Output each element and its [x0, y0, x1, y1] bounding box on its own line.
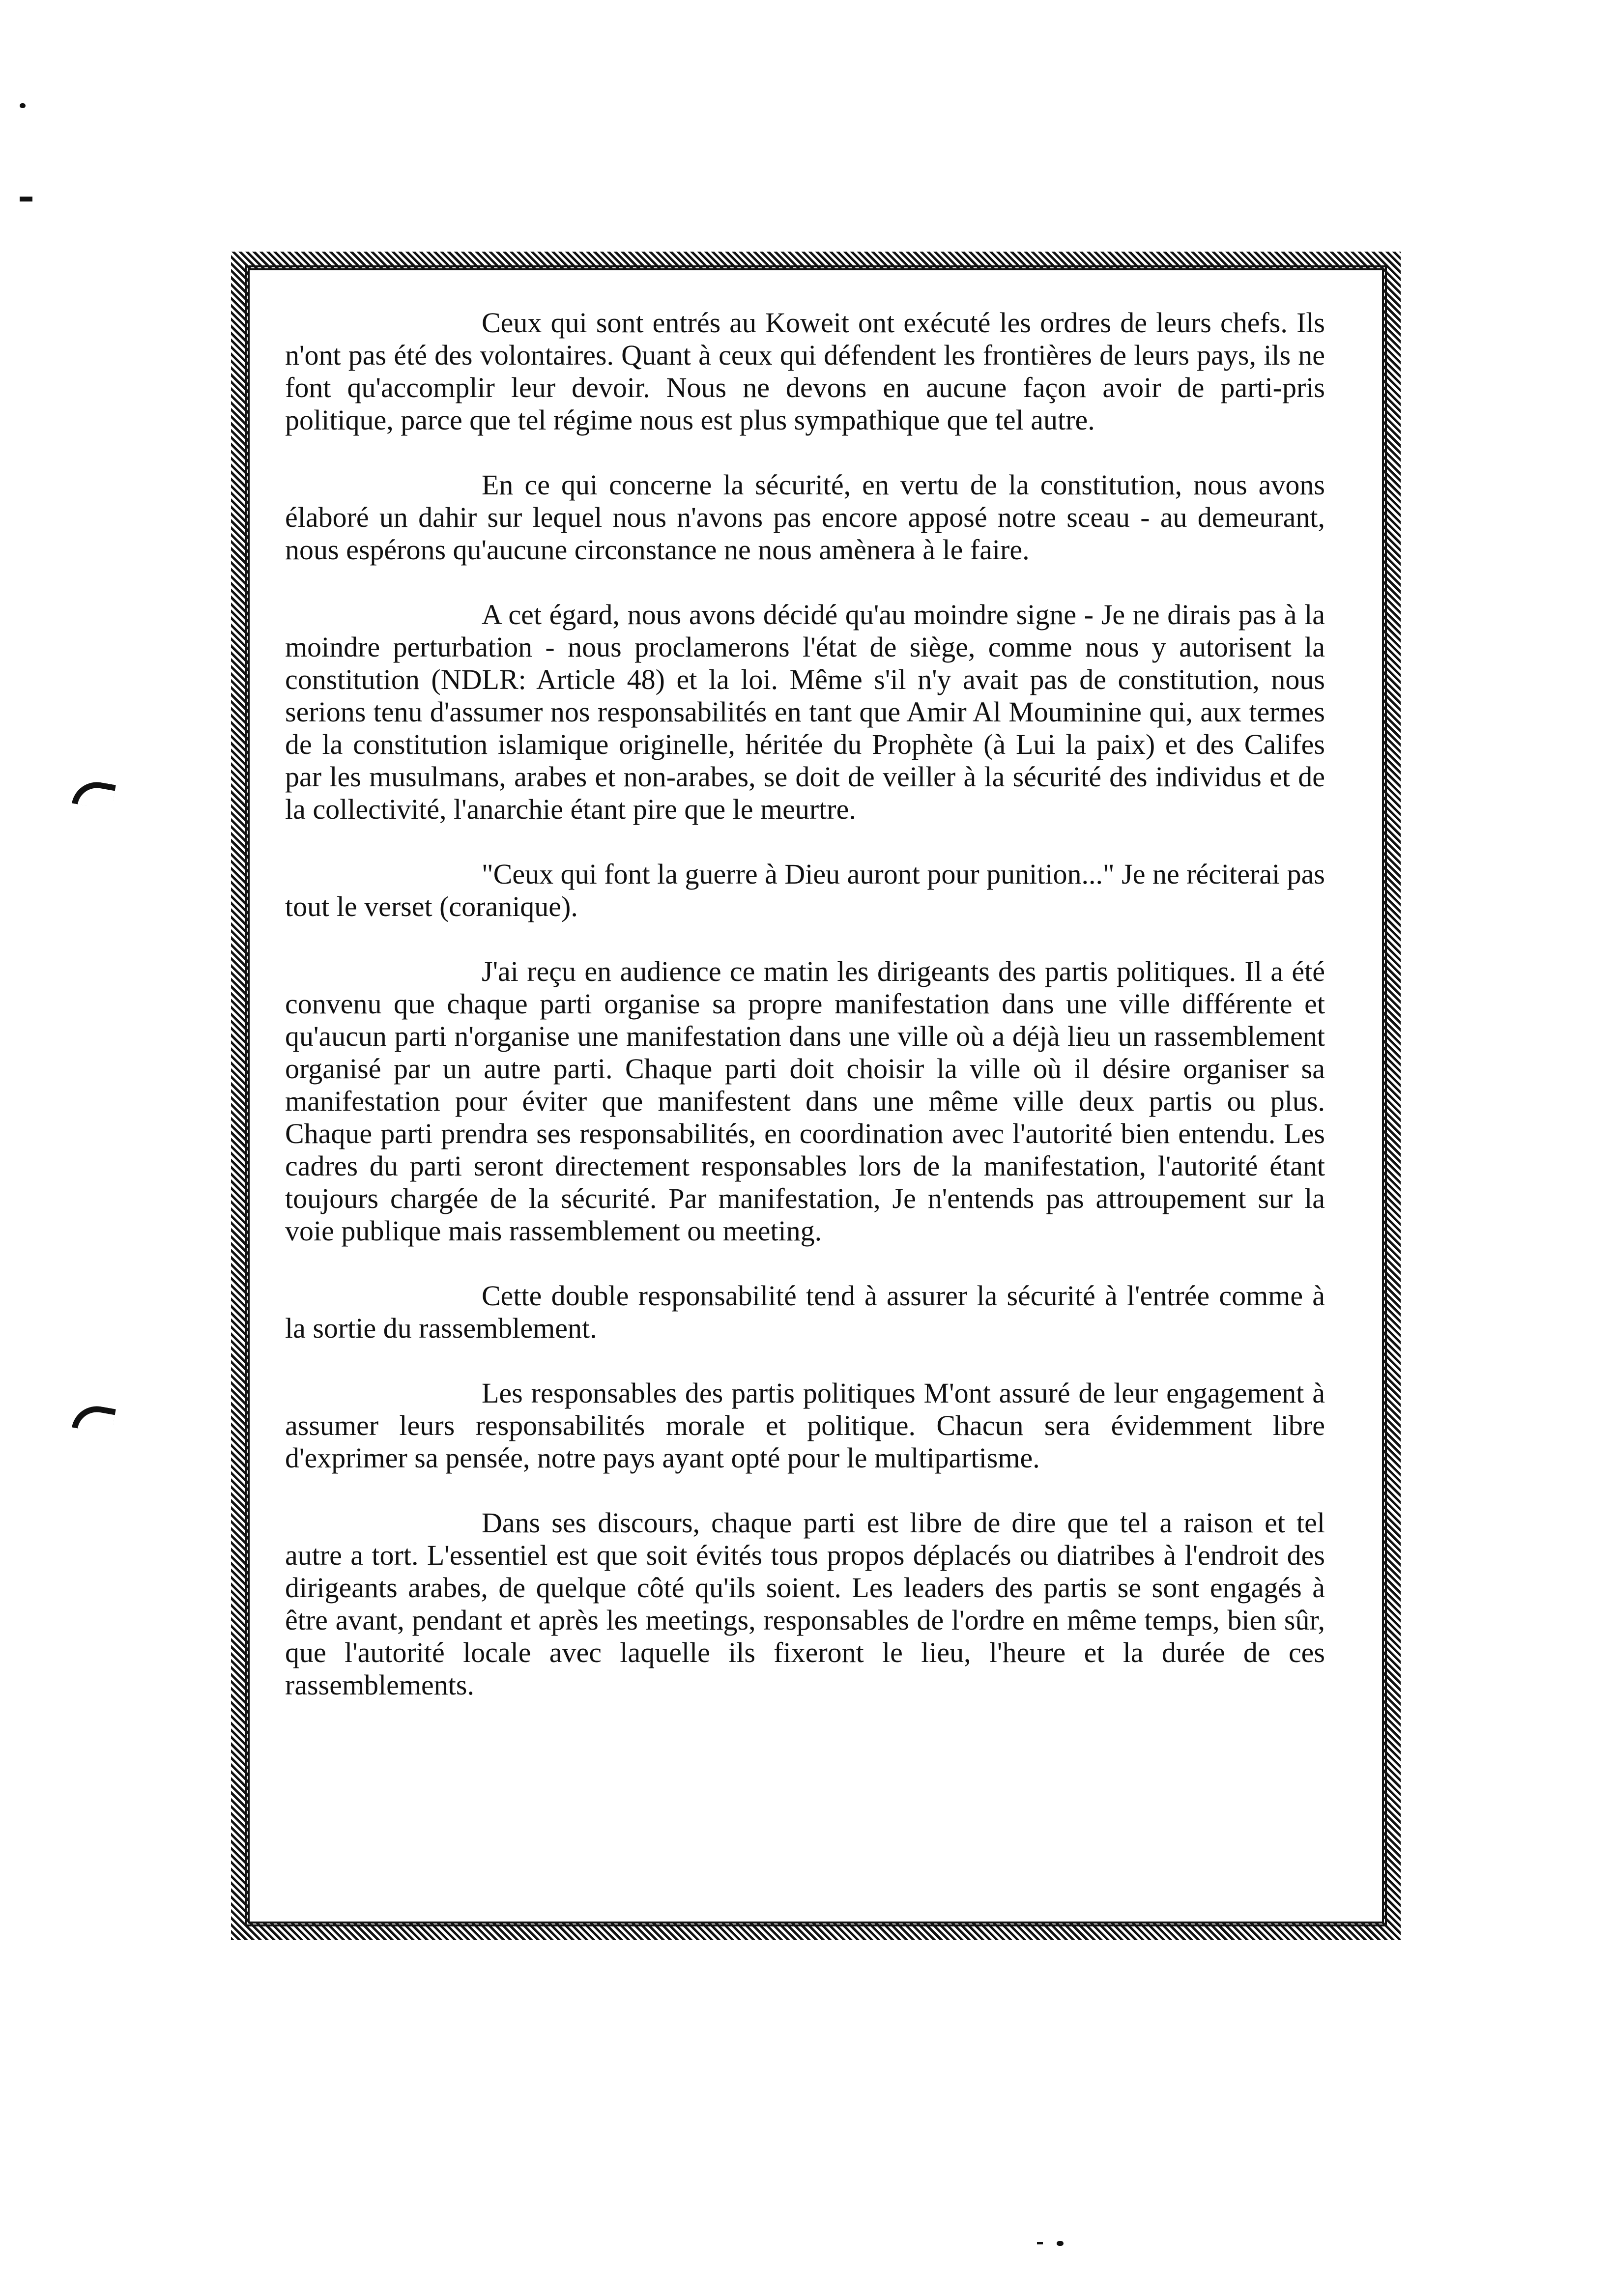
hole-punch-mark-upper	[72, 778, 116, 810]
scan-speck	[1057, 2241, 1064, 2246]
scan-dash	[20, 197, 32, 201]
paragraph-double-responsibility: Cette double responsabilité tend à assurer la sécurité à l'entrée comme à la sortie du rassemblement.	[285, 1280, 1325, 1344]
paragraph-speeches: Dans ses discours, chaque parti est libre de dire que tel a raison et tel autre a tort. L'essentiel est que soit évités tous propos déplacés ou diatribes à l'endroit des dirigeants arabes, de quelque côté qu'ils soient. Les leaders des partis se sont engagés à être avant, pendant et après les meetings, responsables de l'ordre en même temps, bien sûr, que l'autorité locale avec laquelle ils fixeront le lieu, l'heure et la durée de ces rassemblements.	[285, 1507, 1325, 1701]
scan-dash	[1037, 2242, 1043, 2244]
hole-punch-mark-lower	[72, 1402, 116, 1434]
paragraph-security-dahir: En ce qui concerne la sécurité, en vertu de la constitution, nous avons élaboré un dahir sur lequel nous n'avons pas encore apposé notre sceau - au demeurant, nous espérons qu'aucune circonstance ne nous amènera à le faire.	[285, 469, 1325, 566]
scan-speck	[20, 103, 26, 108]
paragraph-commitment: Les responsables des partis politiques M'ont assuré de leur engagement à assumer leurs responsabilités morale et politique. Chacun sera évidemment libre d'exprimer sa pensée, notre pays ayant opté pour le multipartisme.	[285, 1377, 1325, 1474]
decorative-border-frame	[231, 252, 1401, 1940]
paragraph-party-leaders: J'ai reçu en audience ce matin les dirigeants des partis politiques. Il a été convenu que chaque parti organise sa propre manifestation dans une ville différente et qu'aucun parti n'organise une manifestation dans une ville où a déjà lieu un rassemblement organisé par un autre parti. Chaque parti doit choisir la ville où il désire organiser sa manifestation pour éviter que manifestent dans une même ville deux partis ou plus. Chaque parti prendra ses responsabilités, en coordination avec l'autorité bien entendu. Les cadres du parti seront directement responsables lors de la manifestation, l'autorité étant toujours chargée de la sécurité. Par manifestation, Je n'entends pas attroupement sur la voie publique mais rassemblement ou meeting.	[285, 955, 1325, 1247]
document-body	[285, 307, 1325, 1894]
paragraph-state-of-siege: A cet égard, nous avons décidé qu'au moindre signe - Je ne dirais pas à la moindre perturbation - nous proclamerons l'état de siège, comme nous y autorisent la constitution (NDLR: Article 48) et la loi. Même s'il n'y avait pas de constitution, nous serions tenu d'assumer nos responsabilités en tant que Amir Al Mouminine qui, aux termes de la constitution islamique originelle, héritée du Prophète (à Lui la paix) et des Califes par les musulmans, arabes et non-arabes, se doit de veiller à la sécurité des individus et de la collectivité, l'anarchie étant pire que le meurtre.	[285, 599, 1325, 825]
paragraph-kuwait: Ceux qui sont entrés au Koweit ont exécuté les ordres de leurs chefs. Ils n'ont pas été des volontaires. Quant à ceux qui défendent les frontières de leurs pays, ils ne font qu'accomplir leur devoir. Nous ne devons en aucune façon avoir de parti-pris politique, parce que tel régime nous est plus sympathique que tel autre.	[285, 307, 1325, 436]
paragraph-quran-verse: "Ceux qui font la guerre à Dieu auront pour punition..." Je ne réciterai pas tout le verset (coranique).	[285, 858, 1325, 922]
